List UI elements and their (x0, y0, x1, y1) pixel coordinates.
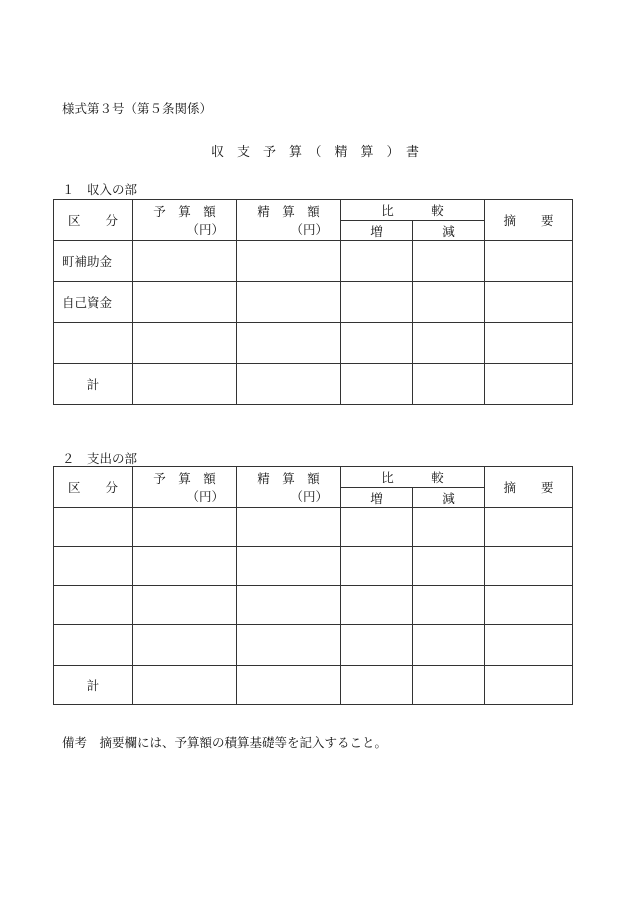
income-increase-cell[interactable] (341, 241, 413, 282)
header-budget-label: 予 算 額 (153, 471, 216, 486)
expense-row-label[interactable] (54, 508, 133, 547)
expense-total-settlement-cell[interactable] (237, 666, 341, 705)
income-decrease-cell[interactable] (413, 282, 485, 323)
income-budget-cell[interactable] (133, 323, 237, 364)
expense-summary-cell[interactable] (485, 508, 573, 547)
header-increase: 増 (341, 488, 413, 508)
header-category: 区 分 (54, 200, 133, 241)
income-summary-cell[interactable] (485, 282, 573, 323)
expense-increase-cell[interactable] (341, 586, 413, 625)
income-total-label: 計 (54, 364, 133, 405)
remarks-note: 備考 摘要欄には、予算額の積算基礎等を記入すること。 (62, 735, 388, 750)
header-category: 区 分 (54, 467, 133, 508)
income-settlement-cell[interactable] (237, 241, 341, 282)
header-settlement (237, 200, 341, 241)
expense-settlement-cell[interactable] (237, 625, 341, 666)
income-row-label: 町補助金 (54, 241, 133, 282)
header-summary: 摘 要 (485, 467, 573, 508)
expense-increase-cell[interactable] (341, 547, 413, 586)
income-total-decrease-cell[interactable] (413, 364, 485, 405)
document-title: 収 支 予 算 （ 精 算 ） 書 (210, 145, 419, 160)
expense-increase-cell[interactable] (341, 625, 413, 666)
expense-decrease-cell[interactable] (413, 547, 485, 586)
income-total-budget-cell[interactable] (133, 364, 237, 405)
income-budget-cell[interactable] (133, 241, 237, 282)
income-budget-cell[interactable] (133, 282, 237, 323)
income-decrease-cell[interactable] (413, 241, 485, 282)
expense-row-label[interactable] (54, 547, 133, 586)
header-decrease: 減 (413, 221, 485, 241)
expense-budget-cell[interactable] (133, 508, 237, 547)
expense-settlement-cell[interactable] (237, 508, 341, 547)
header-settlement-unit: （円） (290, 489, 328, 504)
header-budget (133, 200, 237, 241)
expense-increase-cell[interactable] (341, 508, 413, 547)
expense-settlement-cell[interactable] (237, 586, 341, 625)
income-total-summary-cell[interactable] (485, 364, 573, 405)
header-settlement-unit: （円） (290, 222, 328, 237)
expense-total-increase-cell[interactable] (341, 666, 413, 705)
expense-budget-cell[interactable] (133, 625, 237, 666)
expense-table (53, 466, 573, 705)
income-settlement-cell[interactable] (237, 323, 341, 364)
income-decrease-cell[interactable] (413, 323, 485, 364)
header-budget (133, 467, 237, 508)
header-settlement-label: 精 算 額 (257, 204, 320, 219)
income-row-label: 自己資金 (54, 282, 133, 323)
expense-section-heading: ２ 支出の部 (62, 451, 138, 466)
income-summary-cell[interactable] (485, 241, 573, 282)
income-increase-cell[interactable] (341, 282, 413, 323)
expense-budget-cell[interactable] (133, 586, 237, 625)
income-increase-cell[interactable] (341, 323, 413, 364)
income-total-settlement-cell[interactable] (237, 364, 341, 405)
header-comparison: 比 較 (341, 467, 485, 488)
expense-decrease-cell[interactable] (413, 586, 485, 625)
income-table (53, 199, 573, 405)
expense-total-decrease-cell[interactable] (413, 666, 485, 705)
income-row-label[interactable] (54, 323, 133, 364)
header-increase: 増 (341, 221, 413, 241)
income-total-increase-cell[interactable] (341, 364, 413, 405)
header-budget-unit: （円） (186, 222, 224, 237)
header-comparison: 比 較 (341, 200, 485, 221)
header-settlement-label: 精 算 額 (257, 471, 320, 486)
header-budget-label: 予 算 額 (153, 204, 216, 219)
header-budget-unit: （円） (186, 489, 224, 504)
expense-total-label: 計 (54, 666, 133, 705)
header-settlement (237, 467, 341, 508)
expense-summary-cell[interactable] (485, 586, 573, 625)
income-settlement-cell[interactable] (237, 282, 341, 323)
expense-total-summary-cell[interactable] (485, 666, 573, 705)
income-summary-cell[interactable] (485, 323, 573, 364)
form-number: 様式第３号（第５条関係） (62, 101, 213, 116)
income-section-heading: １ 収入の部 (62, 182, 138, 197)
expense-total-budget-cell[interactable] (133, 666, 237, 705)
expense-decrease-cell[interactable] (413, 625, 485, 666)
expense-summary-cell[interactable] (485, 547, 573, 586)
expense-decrease-cell[interactable] (413, 508, 485, 547)
expense-summary-cell[interactable] (485, 625, 573, 666)
expense-budget-cell[interactable] (133, 547, 237, 586)
expense-settlement-cell[interactable] (237, 547, 341, 586)
header-decrease: 減 (413, 488, 485, 508)
header-summary: 摘 要 (485, 200, 573, 241)
expense-row-label[interactable] (54, 625, 133, 666)
expense-row-label[interactable] (54, 586, 133, 625)
